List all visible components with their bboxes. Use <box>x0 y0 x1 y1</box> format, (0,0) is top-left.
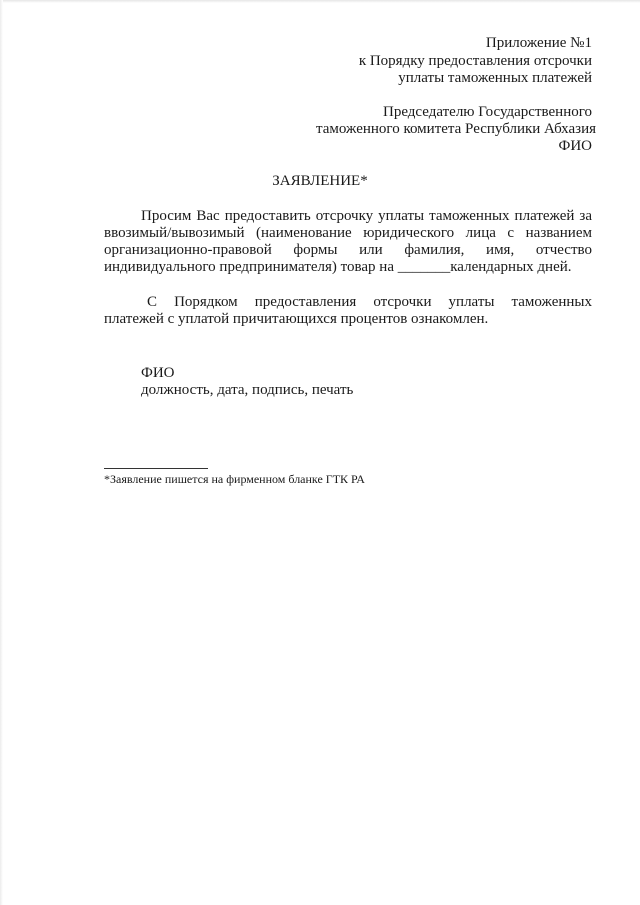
footnote-divider <box>104 468 208 469</box>
scan-edge-left <box>0 0 3 905</box>
signature-details: должность, дата, подпись, печать <box>141 382 354 398</box>
signature-name: ФИО <box>141 365 175 381</box>
paragraph-1-line-4: индивидуального предпринимателя) товар на _______календарных дней. <box>104 259 572 275</box>
addressee-line-2: таможенного комитета Республики Абхазия <box>316 121 596 137</box>
paragraph-1-line-1: Просим Вас предоставить отсрочку уплаты таможенных платежей за <box>141 208 592 224</box>
attachment-number: Приложение №1 <box>485 35 592 51</box>
paragraph-2-line-1: С Порядком предоставления отсрочки уплаты таможенных <box>147 294 592 310</box>
addressee-name: ФИО <box>558 138 592 154</box>
attachment-line-2: к Порядку предоставления отсрочки <box>358 53 592 69</box>
paragraph-1-line-2: ввозимый/вывозимый (наименование юридического лица с названием <box>104 225 592 241</box>
attachment-line-3: уплаты таможенных платежей <box>398 70 592 86</box>
paragraph-2-line-2: платежей с уплатой причитающихся процентов ознакомлен. <box>104 311 489 327</box>
addressee-line-1: Председателю Государственного <box>382 104 592 120</box>
paragraph-1-line-3: организационно-правовой формы или фамилия, имя, отчество <box>104 242 592 258</box>
footnote-text: *Заявление пишется на фирменном бланке ГТК РА <box>104 472 365 486</box>
scan-edge-top <box>0 0 640 3</box>
document-title: ЗАЯВЛЕНИЕ* <box>272 173 368 189</box>
